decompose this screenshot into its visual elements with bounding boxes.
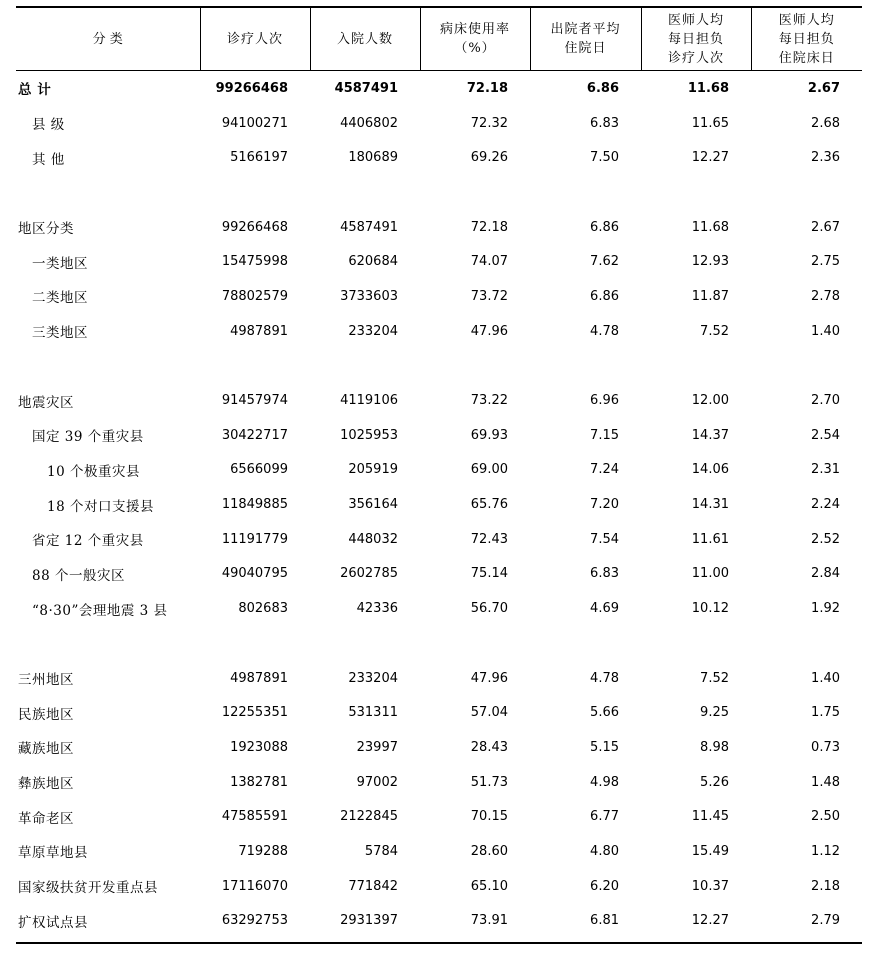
- cell-col-5: 11.45: [691, 809, 729, 825]
- cell-col-5: 11.61: [691, 531, 729, 547]
- table-row: [16, 383, 862, 418]
- cell-col-1: 719288: [238, 843, 288, 859]
- cell-col-3: 65.76: [470, 497, 508, 513]
- cell-col-2: 2602785: [340, 566, 398, 582]
- row-label: 总 计: [18, 82, 52, 99]
- cell-col-4: 7.50: [590, 150, 619, 166]
- table-row: [16, 279, 862, 314]
- cell-col-6: 2.70: [811, 393, 840, 409]
- cell-col-6: 2.24: [811, 497, 840, 513]
- cell-col-5: 5.26: [700, 774, 729, 790]
- cell-col-2: 4587491: [334, 80, 398, 96]
- cell-col-3: 69.26: [470, 150, 508, 166]
- cell-col-2: 4119106: [340, 393, 398, 409]
- table-row: [16, 522, 862, 557]
- header-col-1-line-1: 诊疗人次: [226, 31, 283, 47]
- header-col-6-line-1: 医师人均: [778, 12, 835, 28]
- cell-col-1: 78802579: [221, 288, 288, 304]
- cell-col-6: 1.12: [811, 843, 840, 859]
- cell-col-6: 2.68: [811, 115, 840, 131]
- cell-col-6: 2.52: [811, 531, 840, 547]
- cell-col-5: 9.25: [700, 705, 729, 721]
- cell-col-6: 2.31: [811, 462, 840, 478]
- table-row: [16, 869, 862, 904]
- row-label: 民族地区: [18, 706, 74, 723]
- row-label: 一类地区: [32, 255, 88, 272]
- header-col-3-line-2: （%）: [454, 41, 496, 56]
- cell-col-2: 4406802: [340, 115, 398, 131]
- cell-col-6: 2.67: [811, 219, 840, 235]
- cell-col-4: 7.24: [590, 462, 619, 478]
- row-label: 18 个对口支援县: [47, 498, 154, 515]
- cell-col-5: 12.93: [691, 254, 729, 270]
- cell-col-6: 2.84: [811, 566, 840, 582]
- row-label: 革命老区: [18, 810, 74, 827]
- cell-col-1: 802683: [238, 601, 288, 617]
- cell-col-1: 6566099: [230, 462, 288, 478]
- cell-col-6: 2.79: [811, 913, 840, 929]
- statistics-table-page: [16, 6, 862, 938]
- table-header: [16, 7, 862, 71]
- row-label: 三类地区: [32, 325, 88, 342]
- cell-col-1: 63292753: [221, 913, 288, 929]
- row-label: 草原草地县: [18, 845, 88, 862]
- cell-col-4: 6.83: [590, 115, 619, 131]
- cell-col-4: 4.78: [590, 323, 619, 339]
- cell-col-5: 11.00: [691, 566, 729, 582]
- table-row: [16, 904, 862, 939]
- cell-col-5: 11.68: [687, 80, 729, 96]
- cell-col-4: 6.81: [590, 913, 619, 929]
- cell-col-2: 531311: [348, 705, 398, 721]
- row-label: 藏族地区: [18, 741, 74, 758]
- cell-col-3: 28.60: [470, 843, 508, 859]
- table-row: [16, 730, 862, 765]
- cell-col-1: 4987891: [230, 323, 288, 339]
- spacer-cell: [16, 349, 862, 384]
- cell-col-5: 14.06: [691, 462, 729, 478]
- cell-col-2: 233204: [348, 670, 398, 686]
- header-col-6-line-2: 每日担负: [778, 31, 835, 47]
- cell-col-5: 11.65: [691, 115, 729, 131]
- cell-col-2: 97002: [356, 774, 398, 790]
- cell-col-3: 70.15: [470, 809, 508, 825]
- cell-col-2: 180689: [348, 150, 398, 166]
- table-row: [16, 106, 862, 141]
- table-row: [16, 799, 862, 834]
- cell-col-2: 1025953: [340, 427, 398, 443]
- table-row: [16, 453, 862, 488]
- cell-col-5: 8.98: [700, 739, 729, 755]
- header-col-5-line-2: 每日担负: [667, 31, 724, 47]
- header-row: [16, 7, 862, 71]
- cell-col-6: 2.50: [811, 809, 840, 825]
- cell-col-6: 1.92: [811, 601, 840, 617]
- cell-col-2: 5784: [364, 843, 398, 859]
- cell-col-5: 11.68: [691, 219, 729, 235]
- table-row: [16, 695, 862, 730]
- table-body: [16, 71, 862, 939]
- cell-col-2: 356164: [348, 497, 398, 513]
- table-row: [16, 71, 862, 106]
- cell-col-3: 65.10: [470, 878, 508, 894]
- cell-col-4: 7.54: [590, 531, 619, 547]
- cell-col-1: 15475998: [221, 254, 288, 270]
- row-label: 10 个极重灾县: [47, 463, 140, 480]
- header-col-5: [641, 7, 751, 71]
- row-label: 二类地区: [32, 290, 88, 307]
- row-label: 国家级扶贫开发重点县: [18, 880, 158, 897]
- header-col-3-line-1: 病床使用率: [439, 22, 510, 37]
- cell-col-3: 72.18: [470, 219, 508, 235]
- row-label: 彝族地区: [18, 776, 74, 793]
- cell-col-4: 4.80: [590, 843, 619, 859]
- spacer-row: [16, 175, 862, 210]
- cell-col-6: 2.18: [811, 878, 840, 894]
- header-col-4-line-1: 出院者平均: [550, 22, 621, 37]
- cell-col-2: 771842: [348, 878, 398, 894]
- cell-col-5: 12.00: [691, 393, 729, 409]
- table-row: [16, 418, 862, 453]
- cell-col-5: 10.37: [691, 878, 729, 894]
- row-label: 三州地区: [18, 672, 74, 689]
- header-category: 分 类: [16, 7, 200, 71]
- cell-col-3: 72.32: [470, 115, 508, 131]
- table-row: [16, 557, 862, 592]
- cell-col-4: 6.77: [590, 809, 619, 825]
- cell-col-3: 73.91: [470, 913, 508, 929]
- cell-col-4: 5.15: [590, 739, 619, 755]
- cell-col-6: 1.48: [811, 774, 840, 790]
- cell-col-3: 69.00: [470, 462, 508, 478]
- medical-service-table: [16, 6, 862, 938]
- cell-col-1: 11191779: [221, 531, 288, 547]
- cell-col-1: 12255351: [221, 705, 288, 721]
- cell-col-3: 73.72: [470, 288, 508, 304]
- cell-col-3: 69.93: [470, 427, 508, 443]
- table-row: [16, 765, 862, 800]
- row-label: 地区分类: [18, 221, 74, 238]
- cell-col-2: 42336: [356, 601, 398, 617]
- cell-col-4: 7.20: [590, 497, 619, 513]
- cell-col-6: 1.40: [811, 323, 840, 339]
- cell-col-6: 1.75: [811, 705, 840, 721]
- cell-col-3: 72.18: [466, 80, 508, 96]
- row-label: 省定 12 个重灾县: [32, 533, 144, 550]
- bottom-rule: [16, 942, 862, 944]
- cell-col-3: 47.96: [470, 323, 508, 339]
- cell-col-3: 47.96: [470, 670, 508, 686]
- cell-col-1: 47585591: [221, 809, 288, 825]
- header-col-4: [530, 7, 641, 71]
- header-col-2-line-1: 入院人数: [336, 31, 393, 47]
- cell-col-5: 12.27: [691, 913, 729, 929]
- cell-col-1: 11849885: [221, 497, 288, 513]
- cell-col-1: 49040795: [221, 566, 288, 582]
- cell-col-2: 23997: [356, 739, 398, 755]
- header-col-2: [310, 7, 420, 71]
- cell-col-1: 1923088: [230, 739, 288, 755]
- cell-col-2: 4587491: [340, 219, 398, 235]
- cell-col-1: 94100271: [221, 115, 288, 131]
- cell-col-1: 17116070: [221, 878, 288, 894]
- row-label: “8·30”会理地震 3 县: [32, 602, 168, 619]
- header-col-5-line-1: 医师人均: [667, 12, 724, 28]
- cell-col-2: 2122845: [340, 809, 398, 825]
- cell-col-3: 51.73: [470, 774, 508, 790]
- row-label: 扩权试点县: [18, 914, 88, 931]
- cell-col-1: 1382781: [230, 774, 288, 790]
- table-row: [16, 591, 862, 626]
- spacer-row: [16, 626, 862, 661]
- table-row: [16, 487, 862, 522]
- table-row: [16, 661, 862, 696]
- row-label: 88 个一般灾区: [32, 567, 125, 584]
- cell-col-5: 14.31: [691, 497, 729, 513]
- table-row: [16, 244, 862, 279]
- spacer-cell: [16, 626, 862, 661]
- header-col-1: [200, 7, 310, 71]
- cell-col-6: 0.73: [811, 739, 840, 755]
- table-row: [16, 210, 862, 245]
- cell-col-6: 2.75: [811, 254, 840, 270]
- cell-col-5: 7.52: [700, 323, 729, 339]
- header-col-6-line-3: 住院床日: [778, 50, 835, 66]
- cell-col-3: 72.43: [470, 531, 508, 547]
- cell-col-4: 6.86: [590, 219, 619, 235]
- cell-col-3: 57.04: [470, 705, 508, 721]
- cell-col-2: 233204: [348, 323, 398, 339]
- cell-col-1: 5166197: [230, 150, 288, 166]
- cell-col-5: 15.49: [691, 843, 729, 859]
- spacer-row: [16, 349, 862, 384]
- cell-col-4: 6.86: [586, 80, 619, 96]
- cell-col-4: 4.78: [590, 670, 619, 686]
- cell-col-5: 14.37: [691, 427, 729, 443]
- cell-col-1: 30422717: [221, 427, 288, 443]
- cell-col-3: 75.14: [470, 566, 508, 582]
- table-row: [16, 834, 862, 869]
- cell-col-4: 6.83: [590, 566, 619, 582]
- cell-col-6: 2.78: [811, 288, 840, 304]
- cell-col-5: 10.12: [691, 601, 729, 617]
- cell-col-5: 12.27: [691, 150, 729, 166]
- cell-col-4: 4.69: [590, 601, 619, 617]
- cell-col-2: 620684: [348, 254, 398, 270]
- cell-col-4: 6.96: [590, 393, 619, 409]
- cell-col-1: 99266468: [215, 80, 288, 96]
- cell-col-2: 205919: [348, 462, 398, 478]
- cell-col-5: 7.52: [700, 670, 729, 686]
- cell-col-2: 2931397: [340, 913, 398, 929]
- cell-col-2: 3733603: [340, 288, 398, 304]
- cell-col-6: 2.54: [811, 427, 840, 443]
- header-col-6: [751, 7, 862, 71]
- header-col-4-line-2: 住院日: [564, 41, 607, 56]
- cell-col-6: 2.67: [807, 80, 840, 96]
- cell-col-1: 91457974: [221, 393, 288, 409]
- cell-col-1: 99266468: [221, 219, 288, 235]
- cell-col-5: 11.87: [691, 288, 729, 304]
- row-label: 其 他: [32, 151, 65, 168]
- table-row: [16, 314, 862, 349]
- row-label: 国定 39 个重灾县: [32, 429, 144, 446]
- cell-col-3: 28.43: [470, 739, 508, 755]
- cell-col-4: 7.15: [590, 427, 619, 443]
- cell-col-4: 4.98: [590, 774, 619, 790]
- cell-col-4: 6.20: [590, 878, 619, 894]
- cell-col-4: 5.66: [590, 705, 619, 721]
- cell-col-3: 56.70: [470, 601, 508, 617]
- cell-col-4: 7.62: [590, 254, 619, 270]
- header-col-3: [420, 7, 530, 71]
- spacer-cell: [16, 175, 862, 210]
- cell-col-2: 448032: [348, 531, 398, 547]
- cell-col-6: 2.36: [811, 150, 840, 166]
- cell-col-1: 4987891: [230, 670, 288, 686]
- cell-col-4: 6.86: [590, 288, 619, 304]
- row-label: 地震灾区: [18, 394, 74, 411]
- row-label: 县 级: [32, 117, 65, 134]
- cell-col-6: 1.40: [811, 670, 840, 686]
- header-col-5-line-3: 诊疗人次: [667, 50, 724, 66]
- table-row: [16, 140, 862, 175]
- cell-col-3: 74.07: [470, 254, 508, 270]
- cell-col-3: 73.22: [470, 393, 508, 409]
